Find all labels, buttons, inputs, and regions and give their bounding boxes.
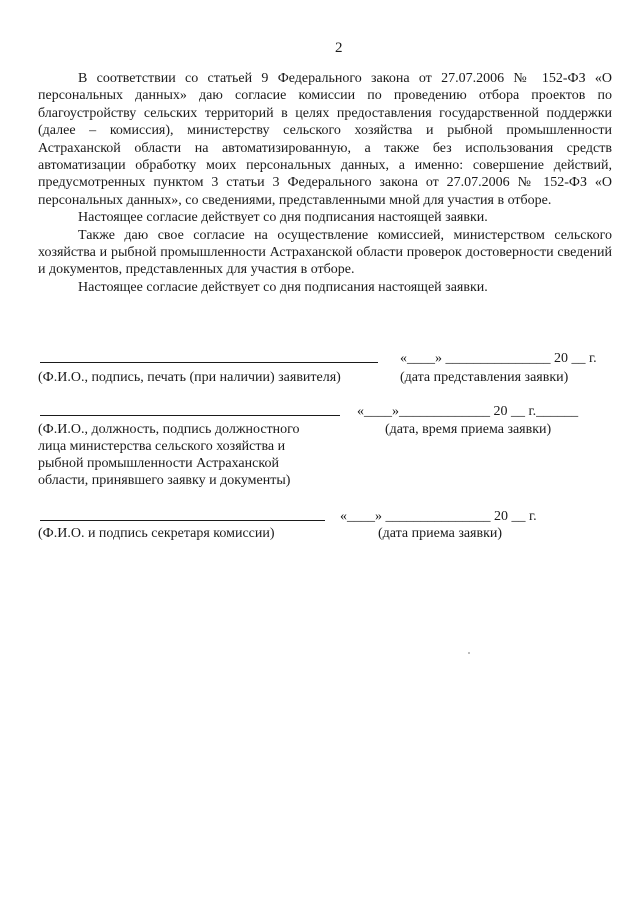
consent-text [38,70,612,296]
secretary-signature-line[interactable] [40,520,325,521]
paragraph-consent-verification: Также даю свое согласие на осуществление комиссией, министерством сельского хозяйства и рыбной промышленности Астраханской области проверок достоверности сведений и документов, представленных для участия в отборе. [38,227,612,278]
scan-speck [468,652,470,654]
applicant-date-line[interactable]: «____» _______________ 20 __ г. [400,351,597,366]
applicant-signature-line[interactable] [40,362,378,363]
ministry-date-line[interactable]: «____»_____________ 20 __ г.______ [357,404,579,419]
page-number: 2 [335,40,343,56]
paragraph-validity-1: Настоящее согласие действует со дня подписания настоящей заявки. [78,210,488,226]
applicant-date-caption: (дата представления заявки) [400,370,569,385]
ministry-signature-line[interactable] [40,415,340,416]
paragraph-validity-2: Настоящее согласие действует со дня подписания настоящей заявки. [78,279,488,295]
secretary-caption: (Ф.И.О. и подпись секретаря комиссии) [38,526,275,541]
paragraph-consent-personal-data: В соответствии со статьей 9 Федерального закона от 27.07.2006 № 152-ФЗ «О персональных данных» даю согласие комиссии по проведению отбора проектов по благоустройству сельских территорий в целях предоставления государственной поддержки (далее – комиссия), министерству сельского хозяйства и рыбной промышленности Астраханской области на автоматизированную, а также без использования средств автоматизации обработку моих персональных данных, а именно: совершение действий, предусмотренных пунктом 3 статьи 3 Федерального закона от 27.07.2006 № 152-ФЗ «О персональных данных», со сведениями, представленными мной для участия в отборе. [38,71,612,208]
secretary-date-caption: (дата приема заявки) [378,526,503,541]
ministry-caption: (Ф.И.О., должность, подпись должностного лица министерства сельского хозяйства и рыбной промышленности Астраханской области, принявшего заявку и документы) [38,422,300,488]
secretary-date-line[interactable]: «____» _______________ 20 __ г. [340,509,537,524]
ministry-date-caption: (дата, время приема заявки) [385,422,552,437]
applicant-caption: (Ф.И.О., подпись, печать (при наличии) заявителя) [38,370,341,385]
